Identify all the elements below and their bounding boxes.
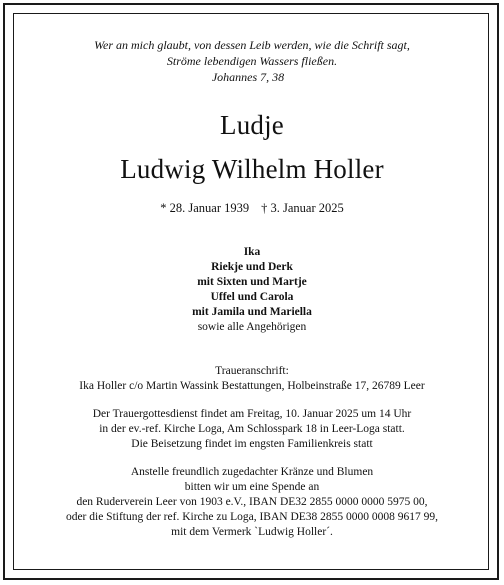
donation-line-3: den Ruderverein Leer von 1903 e.V., IBAN DE32 2855 0000 0000 5975 00, <box>76 496 428 508</box>
mourner-5: mit Jamila und Mariella <box>192 306 312 318</box>
deceased-full-name: Ludwig Wilhelm Holler <box>120 154 384 184</box>
verse-line-2: Ströme lebendigen Wassers fließen. <box>166 54 338 68</box>
mourner-4: Uffel und Carola <box>210 291 294 303</box>
service-line-1: Der Trauergottesdienst findet am Freitag, 10. Januar 2025 um 14 Uhr <box>92 408 412 420</box>
mourner-3: mit Sixten und Martje <box>197 276 307 288</box>
mourner-1: Ika <box>243 246 261 258</box>
verse-line-1: Wer an mich glaubt, von dessen Leib werden, wie die Schrift sagt, <box>94 38 410 52</box>
donation-line-5: mit dem Vermerk `Ludwig Holler´. <box>171 526 333 538</box>
donation-line-1: Anstelle freundlich zugedachter Kränze und Blumen <box>130 466 374 478</box>
mourner-2: Riekje und Derk <box>211 261 293 273</box>
verse-reference: Johannes 7, 38 <box>211 70 285 84</box>
death-date: † 3. Januar 2025 <box>261 201 344 215</box>
birth-date: * 28. Januar 1939 <box>160 201 250 215</box>
deceased-nickname: Ludje <box>220 110 284 140</box>
life-dates <box>0 201 504 216</box>
donation-line-2: bitten wir um eine Spende an <box>184 481 320 493</box>
service-line-3: Die Beisetzung findet im engsten Familienkreis statt <box>131 438 373 450</box>
address-text: Ika Holler c/o Martin Wassink Bestattungen, Holbeinstraße 17, 26789 Leer <box>79 380 425 392</box>
address-label: Traueranschrift: <box>215 365 289 377</box>
donation-line-4: oder die Stiftung der ref. Kirche zu Loga, IBAN DE38 2855 0000 0008 9617 99, <box>65 511 439 523</box>
mourners-closing: sowie alle Angehörigen <box>197 321 307 333</box>
service-line-2: in der ev.-ref. Kirche Loga, Am Schlosspark 18 in Leer-Loga statt. <box>99 423 405 435</box>
